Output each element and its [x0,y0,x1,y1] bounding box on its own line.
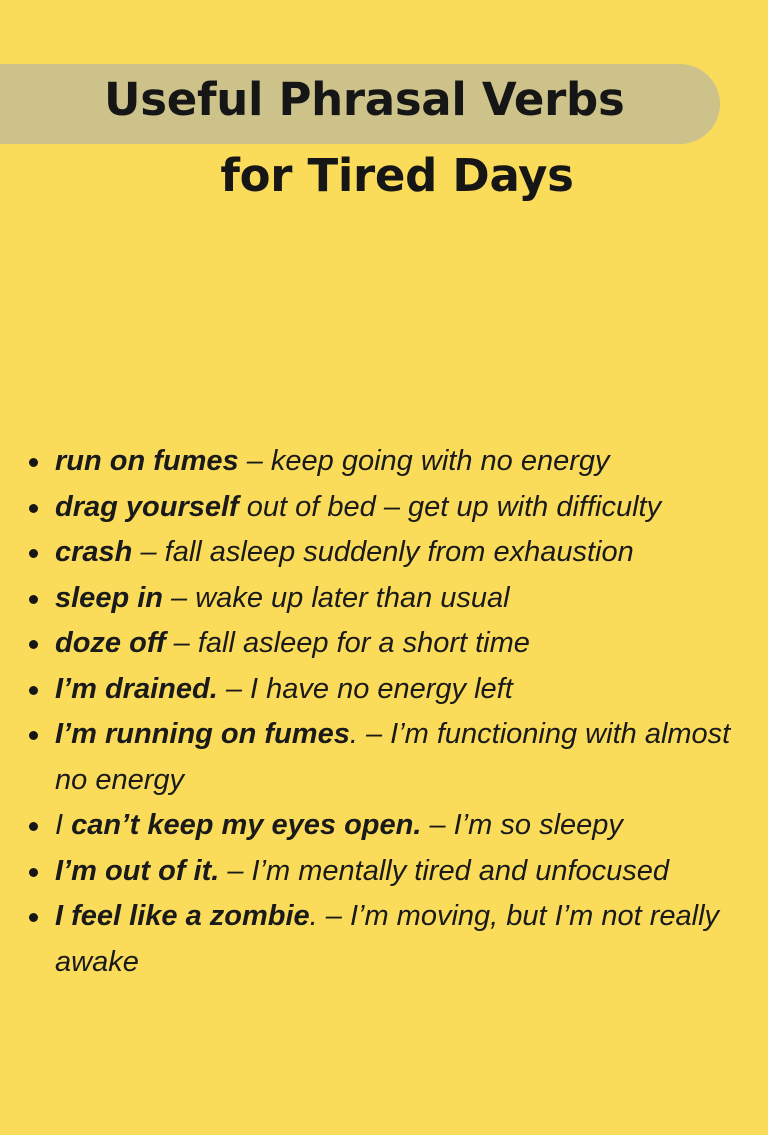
item-term: I’m drained. [55,672,218,705]
list-item [0,621,768,667]
bullet-icon [29,913,38,922]
item-term: drag yourself [55,490,239,523]
bullet-icon [29,686,38,695]
list-item [0,894,768,985]
list-item [0,576,768,622]
phrasal-verb-list [0,439,768,985]
item-term: sleep in [55,581,163,614]
page-title-line-1: Useful Phrasal Verbs [104,73,625,126]
bullet-icon [29,504,38,513]
list-item [0,712,768,803]
page-title-line-2: for Tired Days [220,149,574,202]
bullet-icon [29,868,38,877]
item-definition: – I’m so sleepy [421,809,623,841]
list-item [0,485,768,531]
item-lead-text: I [55,809,72,841]
item-term: can’t keep my eyes open. [71,809,422,841]
bullet-icon [29,595,38,604]
item-term: doze off [55,627,166,659]
bullet-icon [29,458,38,467]
list-item [0,530,768,576]
item-term: I’m running on fumes [55,718,350,750]
list-item [0,439,768,485]
item-definition: out of bed – get up with difficulty [238,490,662,523]
bullet-icon [29,731,38,740]
list-item [0,849,768,895]
bullet-icon [29,549,38,558]
list-item [0,803,768,849]
item-term: I feel like a zombie [55,900,310,932]
bullet-icon [29,822,38,831]
item-definition: – fall asleep suddenly from exhaustion [132,536,634,568]
item-definition: – keep going with no energy [238,445,610,477]
item-term: run on fumes [55,445,239,477]
item-definition: – I’m mentally tired and unfocused [219,854,670,887]
item-definition: – fall asleep for a short time [165,627,530,659]
item-definition: – wake up later than usual [163,581,510,614]
item-term: crash [55,536,133,568]
item-term: I’m out of it. [55,854,220,887]
item-definition: . – I’m moving, but I’m not really awake [55,900,720,978]
list-item [0,667,768,713]
item-definition: – I have no energy left [217,672,513,705]
bullet-icon [29,640,38,649]
item-definition: . – I’m functioning with almost no energy [55,718,731,796]
